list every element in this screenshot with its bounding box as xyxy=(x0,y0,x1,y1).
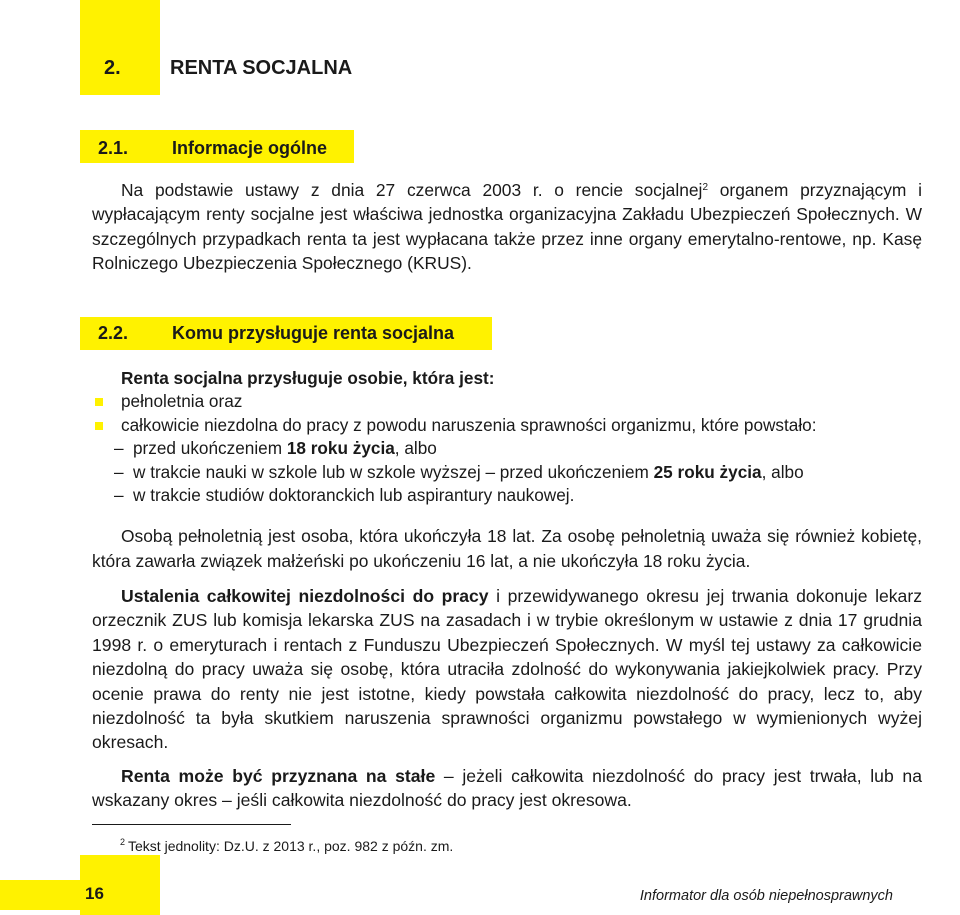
dash-icon: – xyxy=(114,438,124,458)
section2-title: Komu przysługuje renta socjalna xyxy=(172,323,455,343)
square-bullet-icon xyxy=(95,422,103,430)
section2-heading xyxy=(98,323,454,344)
footnote xyxy=(120,838,453,854)
permanent-pension-paragraph: Renta może być przyznana na stałe – jeżeli całkowita niezdolność do pracy jest trwała, lub na wskazany okres – jeśli całkowita niezdolność do pracy jest okresowa. xyxy=(92,766,923,811)
footnote-divider xyxy=(92,824,291,825)
chapter-title: RENTA SOCJALNA xyxy=(170,57,353,79)
adult-definition-paragraph: Osobą pełnoletnią jest osoba, która ukończyła 18 lat. Za osobę pełnoletnią uważa się również kobietę, która zawarła związek małżeński po ukończeniu 16 lat, a nie ukończyła 18 roku życia. xyxy=(92,526,922,571)
section1-heading xyxy=(98,138,327,159)
list-item: całkowicie niezdolna do pracy z powodu naruszenia sprawności organizmu, które powstało: xyxy=(92,414,922,438)
dash-icon: – xyxy=(114,461,124,482)
section2-number: 2.2. xyxy=(98,323,129,343)
incapacity-paragraph: Ustalenia całkowitej niezdolności do pracy i przewidywanego okresu jej trwania dokonuje lekarz orzecznik ZUS lub komisja lekarska ZUS na zasadach i w trybie określonym w ustawie z dnia 17 grudnia 1998 r. o emeryturach i rentach z Funduszu Ubezpieczeń Społecznych. W myśl tej ustawy za całkowicie niezdolną do pracy uważa się osobę, która utraciła zdolność do wykonywania jakiejkolwiek pracy. Przy ocenie prawa do renty nie jest istotne, kiedy powstała całkowita niezdolność do pracy, lecz to, aby niezdolność ta była skutkiem naruszenia sprawności organizmu powstałego w wymienionych wyżej okresach. xyxy=(92,586,922,753)
section1-number: 2.1. xyxy=(98,138,129,158)
chapter-heading xyxy=(104,57,352,80)
section1-paragraph: Na podstawie ustawy z dnia 27 czerwca 2003 r. o rencie socjalnej$^2$ organem przyznającym i wypłacającym renty socjalne jest właściwa jednostka organizacyjna Zakładu Ubezpieczeń Społecznych. W szczególnych przypadkach renta ta jest wypłacana także przez inne organy emerytalno-rentowe, np. Kasę Rolniczego Ubezpieczenia Społecznego (KRUS). xyxy=(92,180,922,274)
list-item: pełnoletnia oraz xyxy=(92,390,922,414)
publication-title: Informator dla osób niepełnosprawnych xyxy=(639,888,893,904)
list-subitem: – w trakcie nauki w szkole lub w szkole wyższej – przed ukończeniem 25 roku życia, albo xyxy=(92,461,922,485)
page-number: 16 xyxy=(85,884,104,903)
chapter-number: 2. xyxy=(104,57,121,79)
accent-band-top xyxy=(80,0,160,95)
eligibility-list xyxy=(92,390,922,508)
dash-icon: – xyxy=(114,485,124,505)
footnote-marker: 2 xyxy=(120,837,126,847)
square-bullet-icon xyxy=(95,398,103,406)
list-subitem: – w trakcie studiów doktoranckich lub aspirantury naukowej. xyxy=(92,484,922,508)
footnote-ref[interactable]: 2 xyxy=(702,182,708,193)
page-number-box xyxy=(0,880,160,910)
section2-intro: Renta socjalna przysługuje osobie, która jest: xyxy=(121,368,495,388)
footnote-text: Tekst jednolity: Dz.U. z 2013 r., poz. 982 z późn. zm. xyxy=(128,838,454,854)
list-subitem: – przed ukończeniem 18 roku życia, albo xyxy=(92,437,922,461)
section1-title: Informacje ogólne xyxy=(172,138,328,158)
